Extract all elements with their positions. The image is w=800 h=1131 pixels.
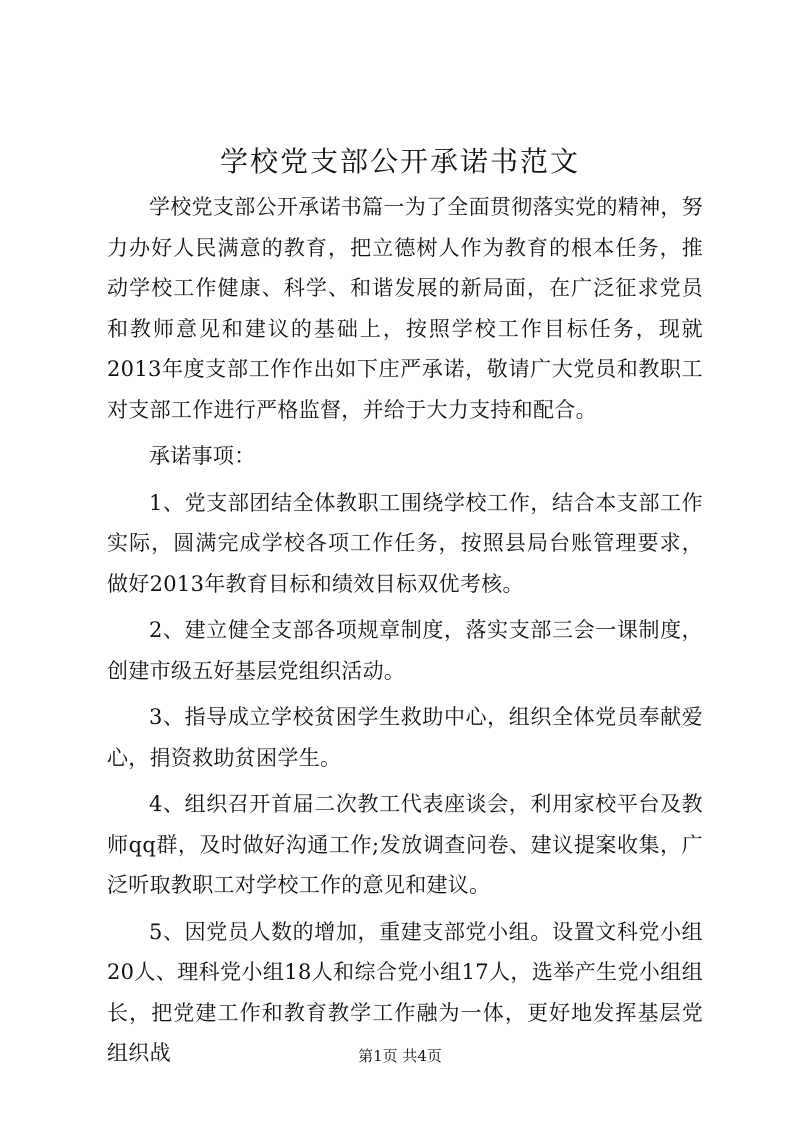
- page-footer: 第1页 共4页: [358, 1047, 442, 1065]
- commitment-item-1: 1、党支部团结全体教职工围绕学校工作，结合本支部工作实际，圆满完成学校各项工作任务，按照县局台账管理要求，做好2013年教育目标和绩效目标双优考核。: [107, 490, 703, 596]
- commitment-item-3: 3、指导成立学校贫困学生救助中心，组织全体党员奉献爱心，捐资救助贫困学生。: [107, 705, 703, 770]
- document-body: [107, 187, 703, 1074]
- document-title: 学校党支部公开承诺书范文: [219, 145, 580, 178]
- commitments-heading: 承诺事项：: [149, 444, 256, 468]
- commitment-item-2: 2、建立健全支部各项规章制度，落实支部三会一课制度，创建市级五好基层党组织活动。: [107, 618, 703, 683]
- intro-paragraph: 学校党支部公开承诺书篇一为了全面贯彻落实党的精神，努力办好人民满意的教育，把立德树人作为教育的根本任务，推动学校工作健康、科学、和谐发展的新局面，在广泛征求党员和教师意见和建议的基础上，按照学校工作目标任务，现就2013年度支部工作作出如下庄严承诺，敬请广大党员和教职工对支部工作进行严格监督，并给于大力支持和配合。: [107, 195, 703, 422]
- commitment-item-5: 5、因党员人数的增加，重建支部党小组。设置文科党小组20人、理科党小组18人和综合党小组17人，选举产生党小组组长，把党建工作和教育教学工作融为一体，更好地发挥基层党组织战: [107, 919, 703, 1065]
- commitment-item-4: 4、组织召开首届二次教工代表座谈会，利用家校平台及教师qq群，及时做好沟通工作;发放调查问卷、建议提案收集，广泛听取教职工对学校工作的意见和建议。: [107, 792, 703, 897]
